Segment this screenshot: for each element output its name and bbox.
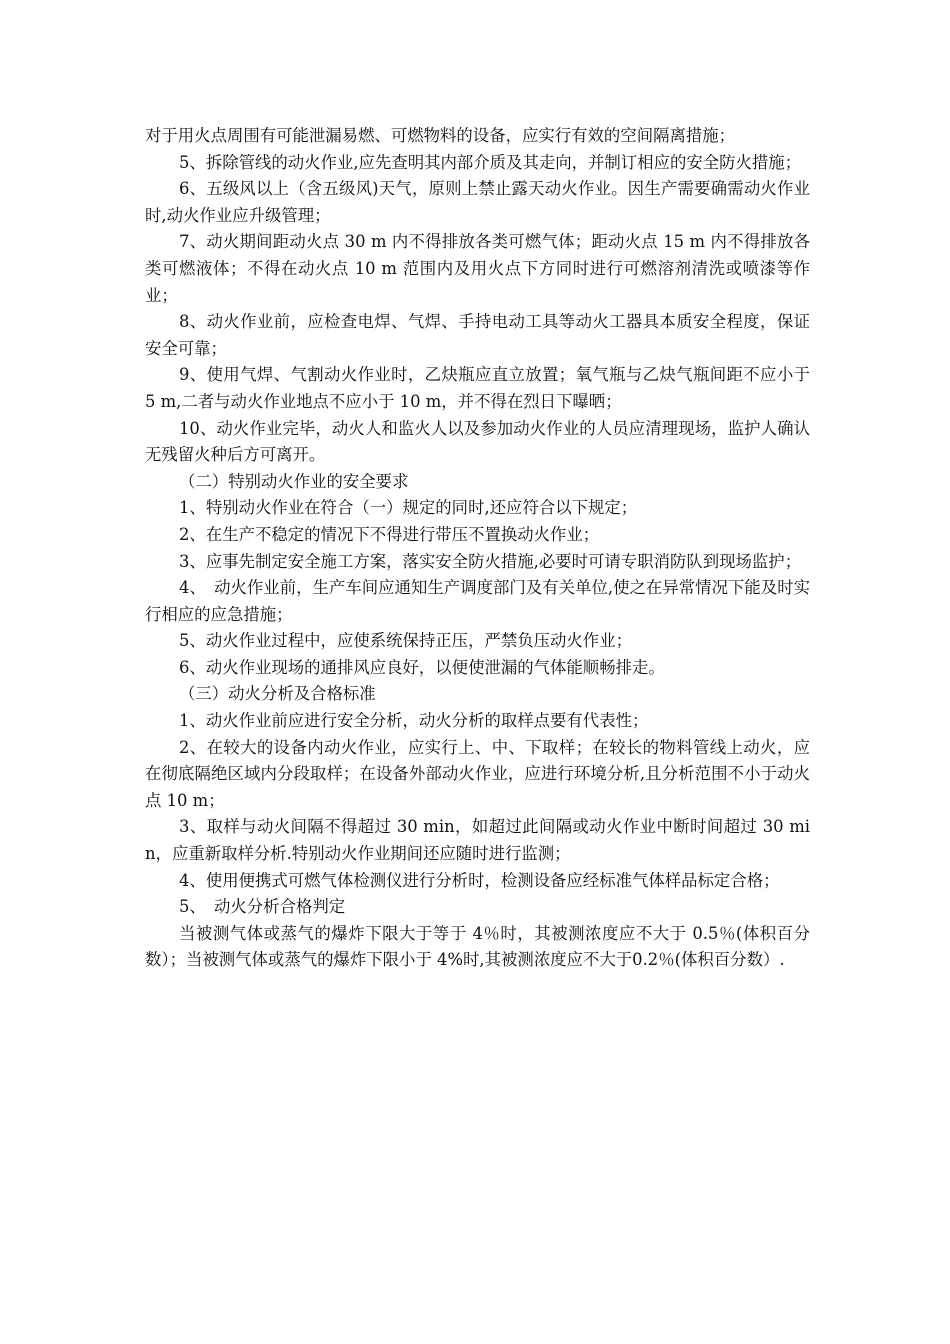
paragraph-19: 4、使用便携式可燃气体检测仪进行分析时，检测设备应经标准气体样品标定合格； xyxy=(179,870,780,890)
document-body xyxy=(145,123,810,974)
paragraph-11: 3、应事先制定安全施工方案，落实安全防火措施,必要时可请专职消防队到现场监护； xyxy=(179,551,802,571)
paragraph-5: 8、动火作业前，应检查电焊、气焊、手持电动工具等动火工器具本质安全程度，保证安全可靠； xyxy=(145,312,810,358)
paragraph-1: 对于用火点周围有可能泄漏易燃、可燃物料的设备，应实行有效的空间隔离措施； xyxy=(145,126,736,145)
paragraph-18: 3、取样与动火间隔不得超过 30 min，如超过此间隔或动火作业中断时间超过 30 min，应重新取样分析.特别动火作业期间还应随时进行监测； xyxy=(145,817,810,864)
paragraph-14: 6、动火作业现场的通排风应良好，以便使泄漏的气体能顺畅排走。 xyxy=(179,657,665,677)
paragraph-21: 当被测气体或蒸气的爆炸下限大于等于 4％时，其被测浓度应不大于 0.5％(体积百分数）；当被测气体或蒸气的爆炸下限小于 4%时,其被测浓度应不大于0.2％(体积百分数）. xyxy=(145,923,810,970)
section-heading-2: （二）特别动火作业的安全要求 xyxy=(179,471,409,491)
paragraph-4: 7、动火期间距动火点 30 m 内不得排放各类可燃气体；距动火点 15 m 内不得排放各类可燃液体；不得在动火点 10 m 范围内及用火点下方同时进行可燃溶剂清洗或喷漆等作业； xyxy=(145,232,810,305)
paragraph-9: 1、特别动火作业在符合（一）规定的同时,还应符合以下规定； xyxy=(179,498,638,518)
section-heading-3: （三）动火分析及合格标准 xyxy=(179,684,376,704)
paragraph-13: 5、动火作业过程中，应使系统保持正压，严禁负压动火作业； xyxy=(179,631,632,651)
paragraph-2: 5、拆除管线的动火作业,应先查明其内部介质及其走向，并制订相应的安全防火措施； xyxy=(179,152,802,172)
paragraph-20: 5、 动火分析合格判定 xyxy=(179,897,346,917)
paragraph-16: 1、动火作业前应进行安全分析，动火分析的取样点要有代表性； xyxy=(179,711,649,731)
paragraph-10: 2、在生产不稳定的情况下不得进行带压不置换动火作业； xyxy=(179,524,600,544)
paragraph-7: 10、动火作业完毕，动火人和监火人以及参加动火作业的人员应清理现场，监护人确认无残留火种后方可离开。 xyxy=(145,418,810,465)
paragraph-17: 2、在较大的设备内动火作业，应实行上、中、下取样；在较长的物料管线上动火，应在彻底隔绝区域内分段取样；在设备外部动火作业，应进行环境分析,且分析范围不小于动火点 10 m； xyxy=(145,737,810,810)
paragraph-12: 4、 动火作业前，生产车间应通知生产调度部门及有关单位,使之在异常情况下能及时实行相应的应急措施； xyxy=(145,578,810,624)
paragraph-6: 9、使用气焊、气割动火作业时，乙炔瓶应直立放置；氧气瓶与乙炔气瓶间距不应小于 5 m,二者与动火作业地点不应小于 10 m，并不得在烈日下曝晒； xyxy=(145,365,810,411)
paragraph-3: 6、五级风以上（含五级风)天气，原则上禁止露天动火作业。因生产需要确需动火作业时,动火作业应升级管理； xyxy=(145,179,810,225)
